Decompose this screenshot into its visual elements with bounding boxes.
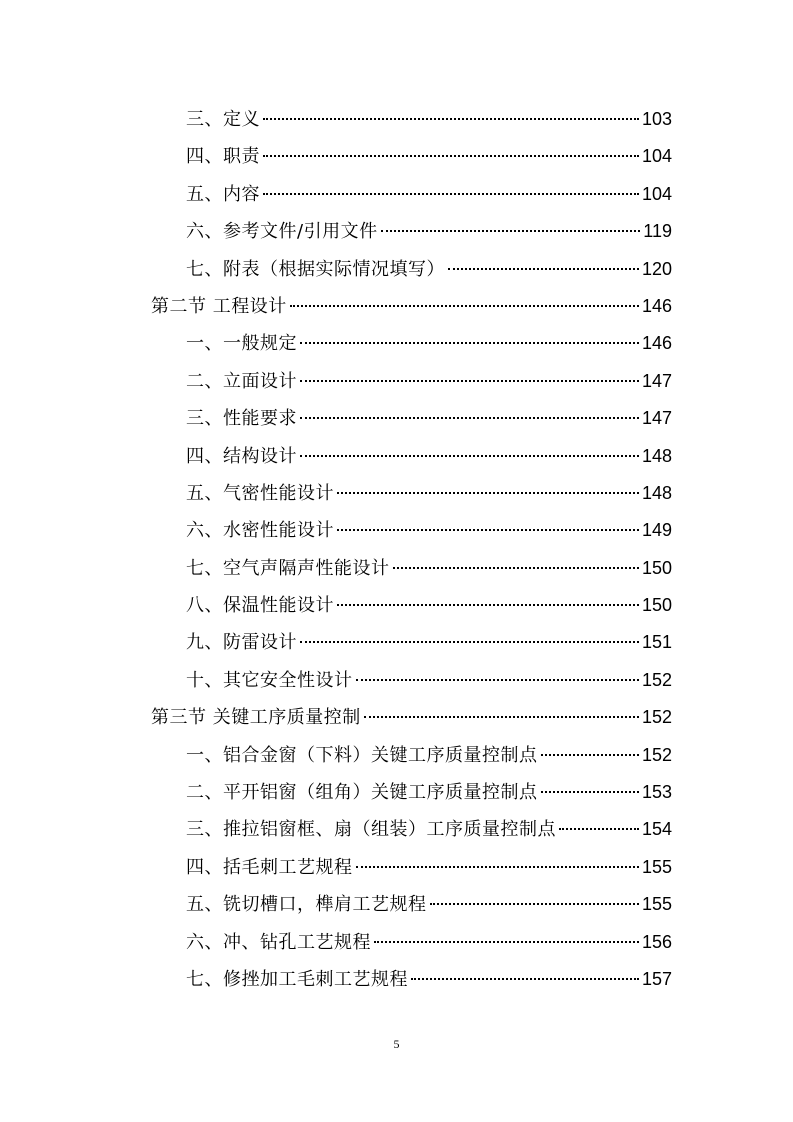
toc-entry-row [186,251,672,288]
toc-entry-title: 三、定义 [186,109,260,130]
toc-entry-row [186,213,672,250]
table-of-contents [0,101,793,998]
toc-entry-row [186,400,672,437]
toc-entry-row [186,138,672,175]
toc-entry-title: 四、结构设计 [186,445,297,467]
toc-dot-leader [337,604,639,606]
toc-entry[interactable] [0,512,793,549]
toc-dot-leader [300,455,639,457]
toc-entry-title: 九、防雷设计 [186,632,297,654]
toc-dot-leader [263,155,639,157]
toc-entry-row [151,288,672,325]
toc-entry-page: 152 [641,669,672,690]
toc-entry-page: 154 [641,819,672,840]
toc-entry-page: 150 [641,595,672,616]
toc-entry-row [186,924,672,961]
toc-entry[interactable] [0,400,793,437]
toc-dot-leader [356,866,639,868]
toc-dot-leader [300,342,639,344]
toc-entry[interactable] [0,774,793,811]
toc-entry-row [186,438,672,475]
toc-entry[interactable] [0,811,793,848]
toc-entry-row [151,699,672,736]
toc-entry-title: 七、附表（根据实际情况填写） [186,258,445,280]
toc-entry-title: 七、空气声隔声性能设计 [186,557,390,579]
toc-entry-row [186,550,672,587]
toc-dot-leader [300,641,639,643]
toc-entry[interactable] [0,363,793,400]
toc-entry-title: 十、其它安全性设计 [186,669,353,691]
toc-entry-row [186,624,672,661]
toc-entry[interactable] [0,438,793,475]
toc-entry-row [186,363,672,400]
toc-entry-title: 六、参考文件/引用文件 [186,221,378,243]
toc-entry-page: 104 [641,146,672,167]
toc-entry-row [186,475,672,512]
toc-entry-row [186,886,672,923]
toc-dot-leader [300,380,639,382]
toc-entry-title: 一、铝合金窗（下料）关键工序质量控制点 [186,744,538,766]
toc-entry-row [186,849,672,886]
toc-entry-title: 第二节 工程设计 [151,295,287,317]
toc-entry-page: 149 [641,520,672,541]
toc-entry-row [186,961,672,998]
toc-dot-leader [356,679,639,681]
toc-section-entry[interactable] [0,699,793,736]
toc-dot-leader [411,978,639,980]
toc-entry-row [186,774,672,811]
toc-entry-title: 四、职责 [186,146,260,168]
toc-entry-row [186,512,672,549]
toc-entry-title: 二、立面设计 [186,370,297,392]
page-number: 5 [393,1037,400,1051]
toc-entry[interactable] [0,138,793,175]
toc-dot-leader [263,193,639,195]
toc-entry[interactable] [0,251,793,288]
toc-entry-row [186,587,672,624]
toc-entry[interactable] [0,213,793,250]
toc-entry-page: 152 [641,707,672,728]
toc-entry-page: 103 [641,109,672,129]
toc-entry-page: 119 [643,221,672,242]
toc-entry-row [186,325,672,362]
toc-dot-leader [381,230,641,232]
toc-entry-title: 二、平开铝窗（组角）关键工序质量控制点 [186,782,538,804]
toc-entry-title: 五、内容 [186,183,260,205]
toc-entry-page: 155 [641,856,672,877]
toc-entry[interactable] [0,737,793,774]
toc-dot-leader [263,118,639,120]
toc-section-entry[interactable] [0,288,793,325]
toc-entry[interactable] [0,886,793,923]
toc-entry-row [186,811,672,848]
toc-entry-title: 三、推拉铝窗框、扇（组装）工序质量控制点 [186,819,556,841]
toc-entry[interactable] [0,101,793,138]
toc-entry[interactable] [0,924,793,961]
toc-entry-title: 第三节 关键工序质量控制 [151,707,361,729]
toc-entry[interactable] [0,624,793,661]
toc-entry[interactable] [0,176,793,213]
toc-entry-page: 147 [641,408,672,429]
toc-dot-leader [337,492,639,494]
toc-entry-page: 152 [641,744,672,765]
toc-entry-page: 147 [641,370,672,391]
toc-entry-title: 一、一般规定 [186,333,297,355]
toc-entry-title: 三、性能要求 [186,408,297,430]
toc-dot-leader [364,716,639,718]
toc-entry-row [186,176,672,213]
toc-entry-row [186,737,672,774]
toc-entry-page: 155 [641,894,672,915]
toc-dot-leader [430,903,639,905]
toc-entry-page: 148 [641,482,672,503]
toc-dot-leader [541,791,639,793]
toc-entry[interactable] [0,662,793,699]
toc-entry-page: 146 [641,333,672,354]
toc-entry[interactable] [0,550,793,587]
toc-dot-leader [290,305,639,307]
toc-entry-page: 157 [641,968,672,989]
toc-entry-page: 120 [641,258,672,279]
toc-entry-page: 148 [641,445,672,466]
toc-entry[interactable] [0,961,793,998]
toc-entry-title: 四、括毛刺工艺规程 [186,856,353,878]
toc-entry-title: 七、修挫加工毛刺工艺规程 [186,968,408,990]
toc-entry-page: 151 [641,632,672,653]
toc-entry[interactable] [0,325,793,362]
toc-entry-title: 八、保温性能设计 [186,595,334,617]
toc-dot-leader [448,268,639,270]
toc-entry-title: 六、水密性能设计 [186,520,334,542]
toc-entry[interactable] [0,475,793,512]
toc-dot-leader [559,828,639,830]
toc-entry-title: 五、铣切槽口，榫肩工艺规程 [186,894,427,916]
toc-entry-page: 104 [641,183,672,204]
toc-dot-leader [393,567,639,569]
toc-entry-row [186,662,672,699]
toc-entry-row [186,101,672,138]
toc-entry[interactable] [0,587,793,624]
toc-entry-page: 156 [641,931,672,952]
toc-entry-page: 150 [641,557,672,578]
toc-entry[interactable] [0,849,793,886]
toc-dot-leader [541,754,639,756]
toc-dot-leader [374,941,639,943]
toc-entry-title: 五、气密性能设计 [186,482,334,504]
toc-entry-title: 六、冲、钻孔工艺规程 [186,931,371,953]
toc-entry-page: 146 [641,295,672,316]
toc-entry-page: 153 [641,782,672,803]
toc-dot-leader [337,529,639,531]
toc-dot-leader [300,417,639,419]
